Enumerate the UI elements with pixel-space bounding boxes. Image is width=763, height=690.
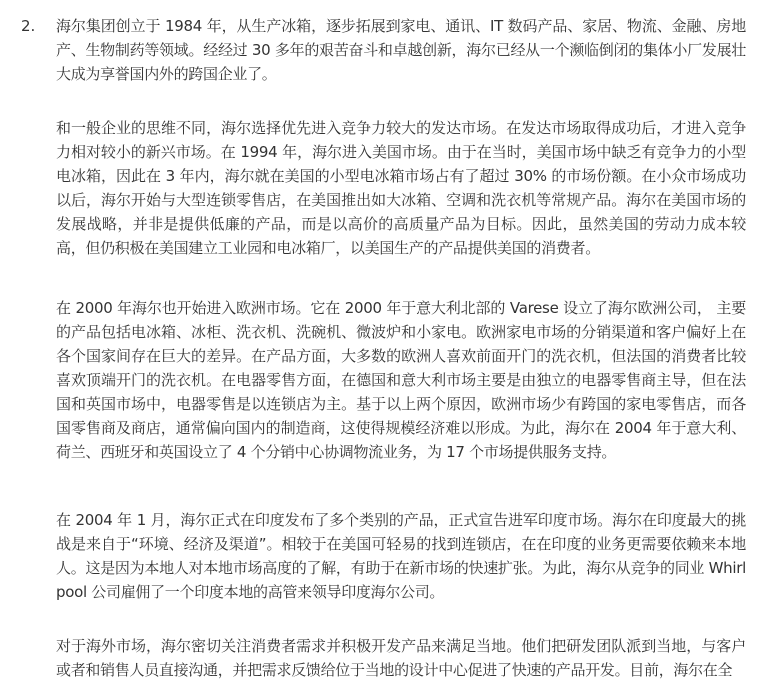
paragraph-us-market: 和一般企业的思维不同，海尔选择优先进入竞争力较大的发达市场。在发达市场取得成功后，才进入竞争力相对较小的新兴市场。在 1994 年，海尔进入美国市场。由于在当时，美国市场中缺乏有竞争力的小型电冰箱，因此在 3 年内，海尔就在美国的小型电冰箱市场占有了超过 30% 的市场份额。在小众市场成功以后，海尔开始与大型连锁零售店，在美国推出如大冰箱、空调和洗衣机等常规产品。海尔在美国市场的发展战略，并非是提供低廉的产品，而是以高价的高质量产品为目标。因此，虽然美国的劳动力成本较高，但仍积极在美国建立工业园和电冰箱厂，以美国生产的产品提供美国的消费者。 <box>56 119 746 257</box>
paragraph-india-market: 在 2004 年 1 月，海尔正式在印度发布了多个类别的产品，正式宣告进军印度市场。海尔在印度最大的挑战是来自于“环境、经济及渠道”。相较于在美国可轻易的找到连锁店，在在印度的业务更需要依赖来本地人。这是因为本地人对本地市场高度的了解，有助于在新市场的快速扩张。为此，海尔从竞争的同业 Whirlpool 公司雇佣了一个印度本地的高管来领导印度海尔公司。 <box>56 511 746 601</box>
paragraph-company-history: 海尔集团创立于 1984 年，从生产冰箱，逐步拓展到家电、通讯、IT 数码产品、家居、物流、金融、房地产、生物制药等领域。经经过 30 多年的艰苦奋斗和卓越创新，海尔已经从一个濒临倒闭的集体小厂发展壮大成为享誉国内外的跨国企业了。 <box>56 17 746 83</box>
list-item-number: 2. <box>21 17 36 35</box>
paragraph-europe-market: 在 2000 年海尔也开始进入欧洲市场。它在 2000 年于意大利北部的 Varese 设立了海尔欧洲公司， 主要的产品包括电冰箱、冰柜、洗衣机、洗碗机、微波炉和小家电。欧洲家电市场的分销渠道和客户偏好上在各个国家间存在巨大的差异。在产品方面，大多数的欧洲人喜欢前面开门的洗衣机，但法国的消费者比较喜欢顶端开门的洗衣机。在电器零售方面，在德国和意大利市场主要是由独立的电器零售商主导，但在法国和英国市场中，电器零售是以连锁店为主。基于以上两个原因，欧洲市场少有跨国的家电零售店，而各国零售商及商店，通常偏向国内的制造商，这使得规模经济难以形成。为此，海尔在 2004 年于意大利、荷兰、西班牙和英国设立了 4 个分销中心协调物流业务，为 17 个市场提供服务支持。 <box>56 299 746 461</box>
paragraph-overseas-market: 对于海外市场，海尔密切关注消费者需求并积极开发产品来满足当地。他们把研发团队派到当地，与客户或者和销售人员直接沟通，并把需求反馈给位于当地的设计中心促进了快速的产品开发。目前，海尔在全 <box>56 637 746 679</box>
